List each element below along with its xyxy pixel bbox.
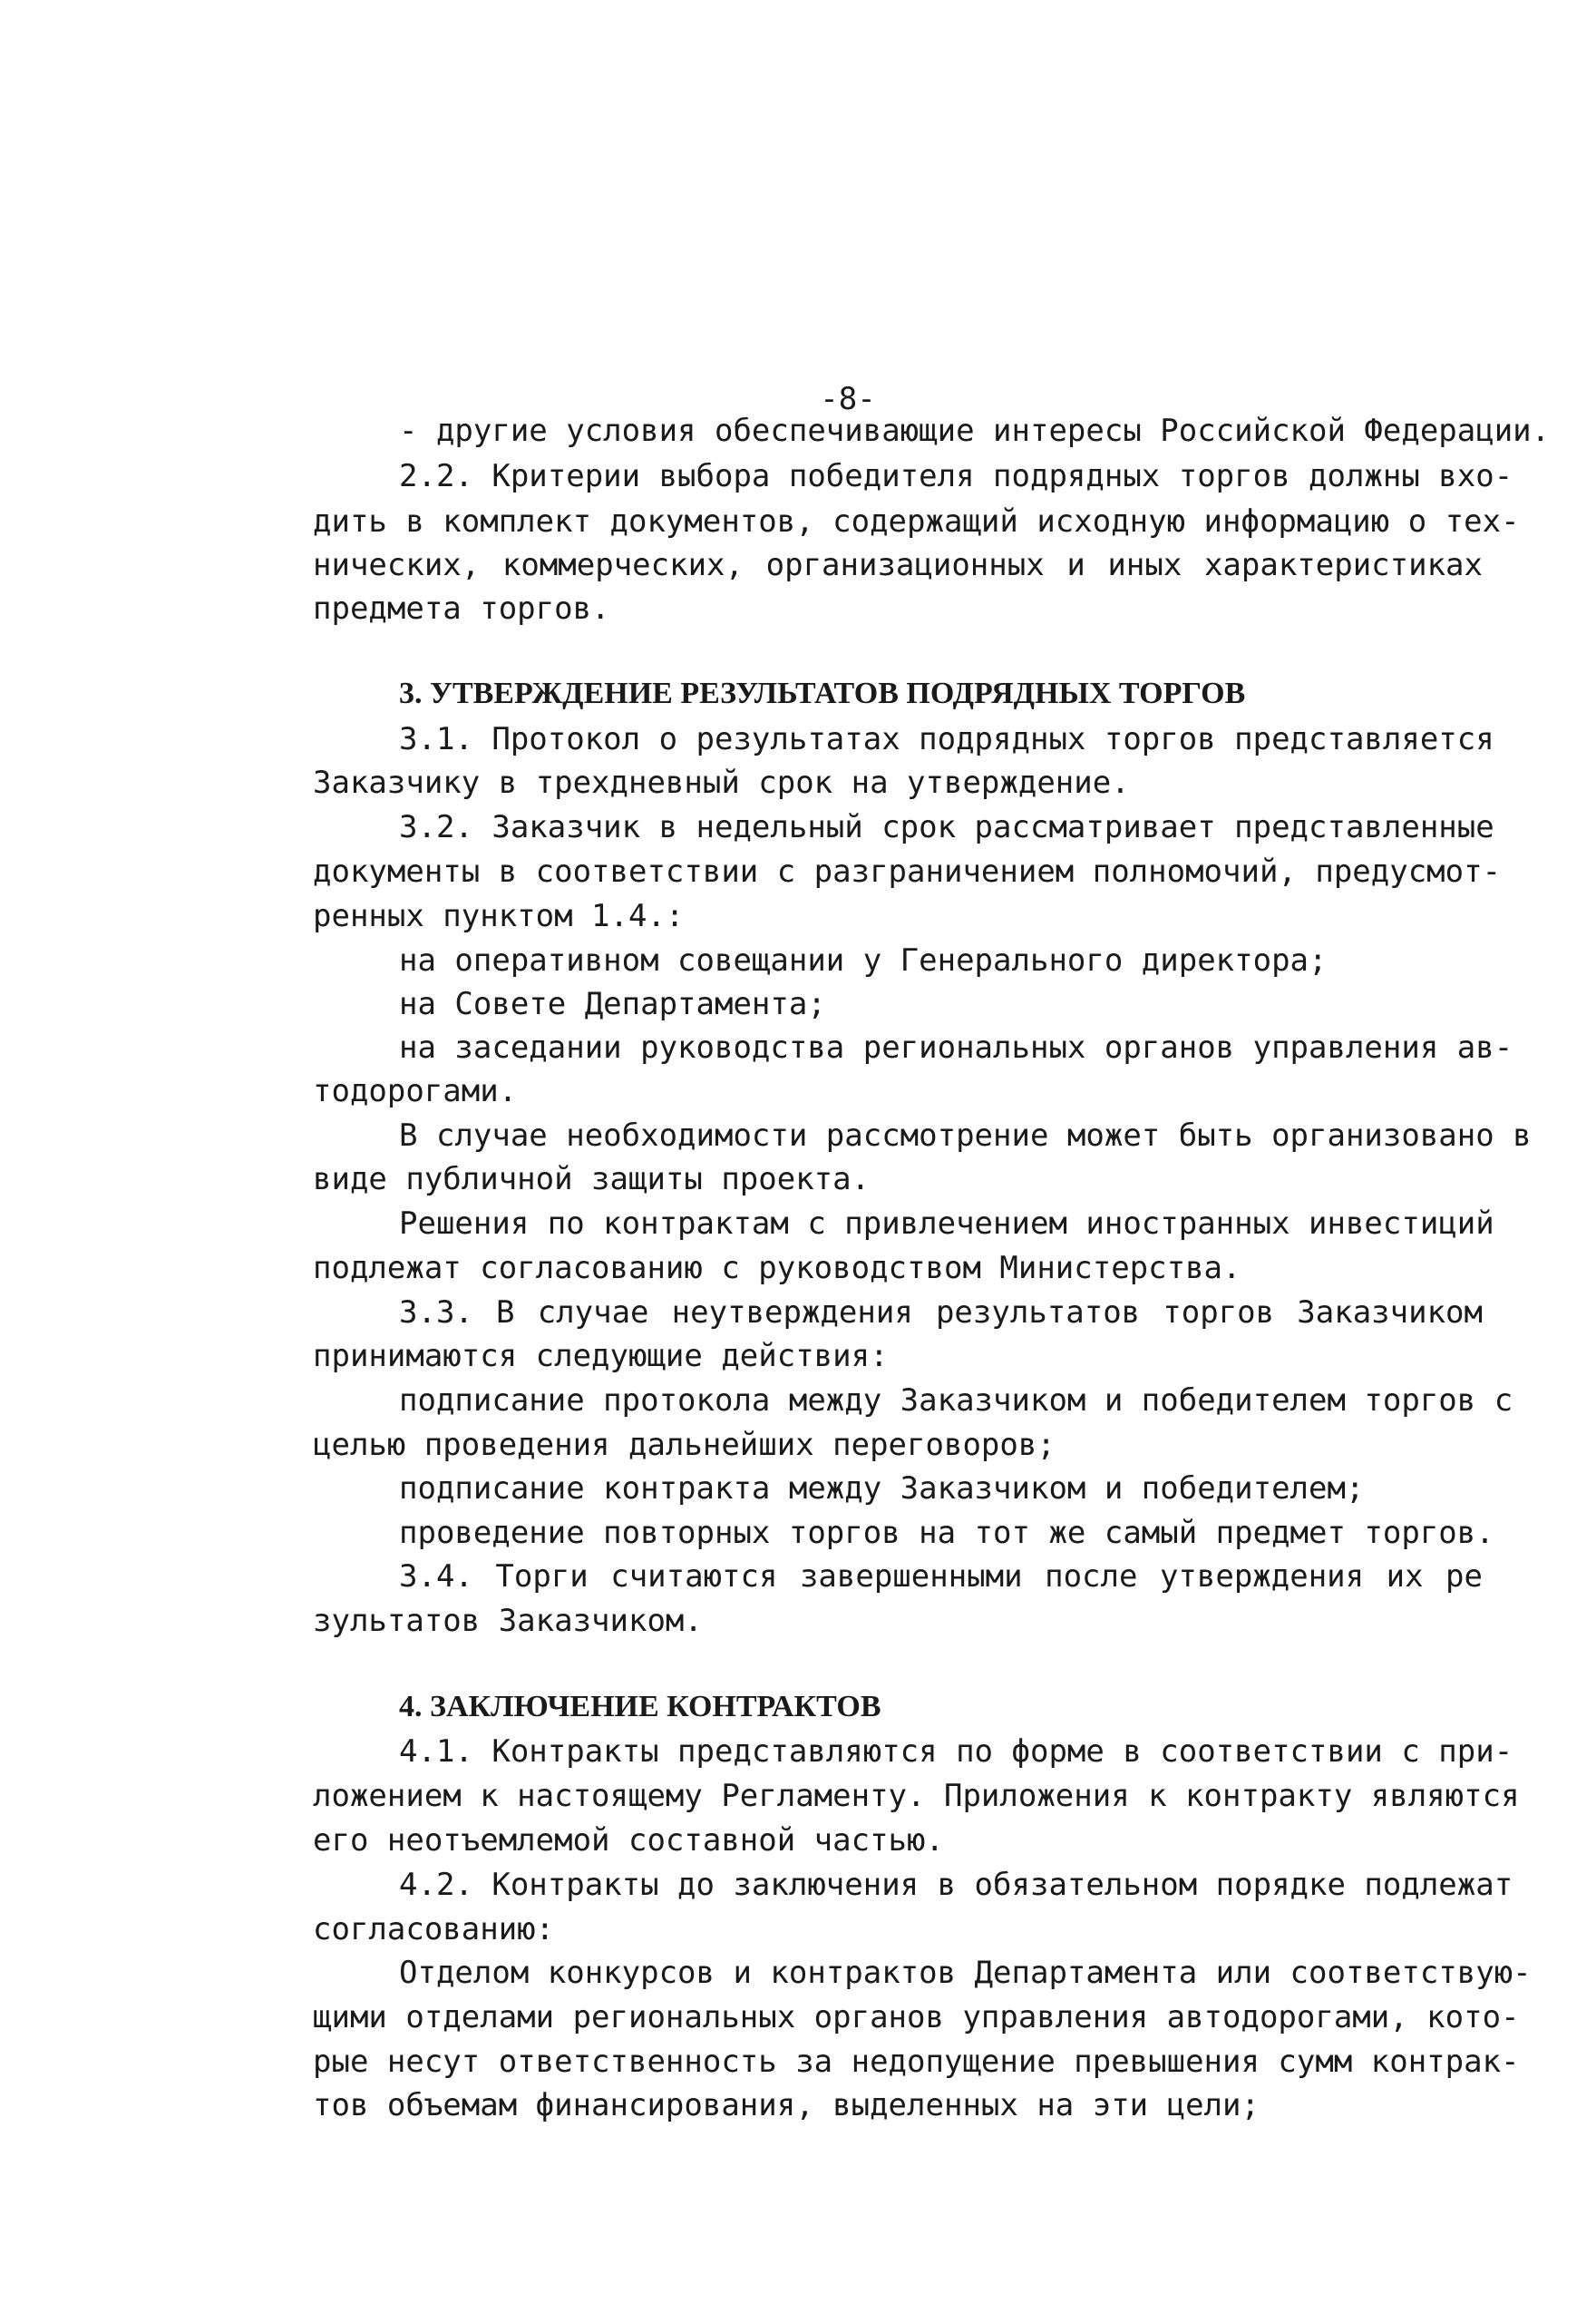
text-line: предмета торгов. — [313, 590, 610, 627]
text-line: принимаются следующие действия: — [313, 1338, 889, 1374]
text-line: Заказчику в трехдневный срок на утверждение. — [313, 765, 1130, 801]
text-line: 4.2. Контракты до заключения в обязательном порядке подлежат — [399, 1867, 1513, 1903]
text-line: подлежат согласованию с руководством Министерства. — [313, 1250, 1241, 1286]
text-line: 3.2. Заказчик в недельный срок рассматривает представленные — [399, 809, 1494, 845]
text-line: Отделом конкурсов и контрактов Департамента или соответствую- — [399, 1955, 1532, 1991]
text-line: проведение повторных торгов на тот же самый предмет торгов. — [399, 1515, 1494, 1551]
text-line: рые несут ответственность за недопущение превышения сумм контрак- — [313, 2044, 1520, 2080]
text-line: дить в комплект документов, содержащий исходную информацию о тех- — [313, 503, 1520, 540]
text-line: зультатов Заказчиком. — [313, 1603, 703, 1639]
section-heading-4: 4. ЗАКЛЮЧЕНИЕ КОНТРАКТОВ — [399, 1690, 881, 1723]
text-line: целью проведения дальнейших переговоров; — [313, 1427, 1056, 1463]
text-line: его неотъемлемой составной частью. — [313, 1822, 944, 1859]
text-line: подписание контракта между Заказчиком и победителем; — [399, 1470, 1365, 1507]
text-line: 3.3. В случае неутверждения результатов торгов Заказчиком — [399, 1294, 1483, 1331]
text-line: согласованию: — [313, 1911, 555, 1947]
page-number: -8- — [820, 381, 876, 417]
text-line: документы в соответствии с разграничением полномочий, предусмот- — [313, 854, 1502, 890]
text-line: щими отделами региональных органов управления автодорогами, кото- — [313, 1999, 1520, 2035]
section-heading-3: 3. УТВЕРЖДЕНИЕ РЕЗУЛЬТАТОВ ПОДРЯДНЫХ ТОРГОВ — [399, 677, 1246, 710]
text-line: 2.2. Критерии выбора победителя подрядных торгов должны вхо- — [399, 458, 1513, 494]
text-line: на оперативном совещании у Генерального директора; — [399, 942, 1328, 979]
text-line: ложением к настоящему Регламенту. Приложения к контракту являются — [313, 1778, 1520, 1814]
text-line: на Совете Департамента; — [399, 986, 826, 1022]
text-line: 4.1. Контракты представляются по форме в соответствии с при- — [399, 1733, 1513, 1770]
text-line: - другие условия обеспечивающие интересы Российской Федерации. — [399, 413, 1551, 449]
text-line: нических, коммерческих, организационных и иных характеристиках — [313, 547, 1483, 583]
text-line: В случае необходимости рассмотрение может быть организовано в — [399, 1117, 1532, 1154]
text-line: Решения по контрактам с привлечением иностранных инвестиций — [399, 1205, 1494, 1242]
text-line: тодорогами. — [313, 1073, 518, 1109]
text-line: виде публичной защиты проекта. — [313, 1161, 871, 1197]
text-line: подписание протокола между Заказчиком и победителем торгов с — [399, 1382, 1513, 1419]
text-line: тов объемам финансирования, выделенных на эти цели; — [313, 2087, 1260, 2123]
text-line: на заседании руководства региональных органов управления ав- — [399, 1030, 1513, 1066]
text-line: 3.4. Торги считаются завершенными после утверждения их ре — [399, 1558, 1483, 1595]
text-line: 3.1. Протокол о результатах подрядных торгов представляется — [399, 721, 1494, 757]
text-line: ренных пунктом 1.4.: — [313, 898, 685, 934]
